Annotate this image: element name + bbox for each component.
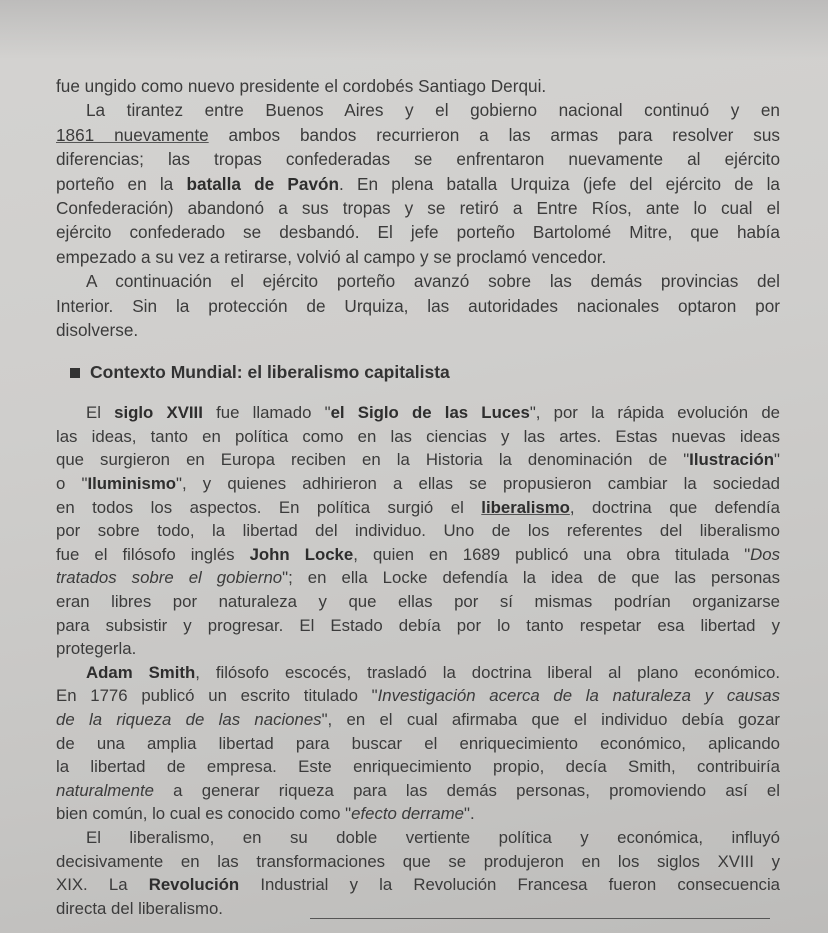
text-line bbox=[56, 684, 780, 708]
text-segment: Adam Smith bbox=[86, 662, 196, 682]
document-page bbox=[56, 74, 780, 920]
text-segment: empezado a su vez a retirarse, volvió al campo y se proclamó vencedor. bbox=[56, 246, 607, 267]
paragraph bbox=[56, 269, 780, 342]
text-segment: Revolución bbox=[148, 875, 240, 895]
text-line bbox=[56, 897, 780, 921]
text-line bbox=[56, 826, 780, 850]
text-segment: o " bbox=[56, 474, 88, 494]
text-segment: , filósofo escocés, trasladó la doctrina liberal al plano económico. bbox=[195, 662, 780, 682]
text-segment: " bbox=[774, 450, 780, 470]
paragraph bbox=[56, 661, 780, 826]
text-segment: , quien en 1689 publicó una obra titulada " bbox=[353, 544, 751, 564]
text-segment: Ilustración bbox=[689, 450, 775, 470]
text-line bbox=[56, 850, 780, 874]
text-line bbox=[56, 220, 780, 244]
text-segment: fue llamado " bbox=[202, 403, 331, 423]
text-segment: eran libres por naturaleza y que ellas por sí mismas podrían organizarse bbox=[56, 592, 780, 612]
text-segment: en todos los aspectos. En política surgió el bbox=[56, 497, 482, 517]
paragraph bbox=[56, 74, 780, 98]
text-segment: tratados sobre el gobierno bbox=[56, 568, 283, 588]
text-segment: diferencias; las tropas confederadas se enfrentaron nuevamente al ejército bbox=[56, 149, 780, 170]
text-segment: El bbox=[86, 403, 115, 423]
text-segment: ambos bandos recurrieron a las armas para resolver sus bbox=[208, 124, 780, 145]
text-line bbox=[56, 245, 780, 269]
text-segment: de una amplia libertad para buscar el enriquecimiento económico, aplicando bbox=[56, 733, 780, 753]
text-segment: batalla de Pavón bbox=[186, 173, 339, 194]
text-segment: el Siglo de las Luces bbox=[330, 403, 530, 423]
text-segment: 1861 nuevamente bbox=[56, 124, 209, 145]
text-line bbox=[56, 755, 780, 779]
text-segment: "; en ella Locke defendía la idea de que las personas bbox=[282, 568, 780, 588]
paragraph bbox=[56, 401, 780, 661]
text-line bbox=[56, 74, 780, 98]
text-segment: porteño en la bbox=[56, 173, 187, 194]
text-line bbox=[56, 543, 780, 567]
text-line bbox=[56, 196, 780, 220]
text-line bbox=[56, 873, 780, 897]
text-line bbox=[56, 472, 780, 496]
text-segment: ". bbox=[464, 804, 475, 824]
text-line bbox=[56, 425, 780, 449]
page-shadow bbox=[0, 0, 828, 60]
heading-text: Contexto Mundial: el liberalismo capitalista bbox=[90, 362, 450, 383]
text-line bbox=[56, 708, 780, 732]
text-segment: que surgieron en Europa reciben en la Historia la denominación de " bbox=[56, 450, 690, 470]
text-segment: Confederación) abandonó a sus tropas y se retiró a Entre Ríos, ante lo cual el bbox=[56, 197, 780, 218]
text-segment: Investigación acerca de la naturaleza y causas bbox=[377, 686, 780, 706]
text-segment: . En plena batalla Urquiza (jefe del ejército de la bbox=[339, 173, 780, 194]
text-segment: a generar riqueza para las demás personas, promoviendo así el bbox=[153, 780, 780, 800]
text-line bbox=[56, 519, 780, 543]
text-segment: John Locke bbox=[249, 544, 354, 564]
text-line bbox=[56, 172, 780, 196]
text-segment: ", en el cual afirmaba que el individuo debía gozar bbox=[321, 710, 780, 730]
text-line bbox=[56, 661, 780, 685]
text-segment: Interior. Sin la protección de Urquiza, las autoridades nacionales optaron por bbox=[56, 295, 780, 316]
text-segment: para subsistir y progresar. El Estado debía por lo tanto respetar esa libertad y bbox=[56, 615, 780, 635]
text-segment: siglo XVIII bbox=[114, 403, 203, 423]
text-line bbox=[56, 637, 780, 661]
paragraph bbox=[56, 98, 780, 269]
text-segment: naturalmente bbox=[56, 780, 154, 800]
text-segment: liberalismo bbox=[481, 497, 570, 517]
text-segment: ejército confederado se desbandó. El jefe porteño Bartolomé Mitre, que había bbox=[56, 222, 780, 243]
square-bullet-icon bbox=[70, 368, 80, 378]
text-line bbox=[56, 732, 780, 756]
text-segment: fue ungido como nuevo presidente el cordobés Santiago Derqui. bbox=[56, 76, 547, 96]
section-argentina bbox=[56, 74, 780, 342]
text-segment: XIX. La bbox=[56, 875, 149, 895]
text-line bbox=[56, 590, 780, 614]
text-line bbox=[56, 448, 780, 472]
text-line bbox=[56, 123, 780, 147]
text-line bbox=[56, 496, 780, 520]
text-segment: ", por la rápida evolución de bbox=[529, 403, 780, 423]
text-segment: por sobre todo, la libertad del individuo. Uno de los referentes del liberalismo bbox=[56, 521, 780, 541]
section-heading bbox=[70, 362, 780, 383]
paragraph bbox=[56, 826, 780, 920]
text-segment: , doctrina que defendía bbox=[569, 497, 781, 517]
text-segment: protegerla. bbox=[56, 639, 137, 659]
text-segment: ", y quienes adhirieron a ellas se propusieron cambiar la sociedad bbox=[176, 474, 780, 494]
text-line bbox=[56, 614, 780, 638]
text-line bbox=[56, 318, 780, 342]
text-segment: las ideas, tanto en política como en las ciencias y las artes. Estas nuevas ideas bbox=[56, 426, 780, 446]
text-segment: la libertad de empresa. Este enriquecimiento propio, decía Smith, contribuiría bbox=[56, 757, 780, 777]
text-segment: Iluminismo bbox=[87, 474, 177, 494]
text-segment: La tirantez entre Buenos Aires y el gobierno nacional continuó y en bbox=[86, 100, 780, 121]
text-line bbox=[56, 802, 780, 826]
text-line bbox=[56, 98, 780, 122]
text-segment: Dos bbox=[750, 544, 780, 564]
text-segment: A continuación el ejército porteño avanzó sobre las demás provincias del bbox=[86, 271, 780, 292]
text-line bbox=[56, 147, 780, 171]
text-segment: de la riqueza de las naciones bbox=[56, 710, 322, 730]
text-segment: Industrial y la Revolución Francesa fueron consecuencia bbox=[239, 875, 781, 895]
text-line bbox=[56, 294, 780, 318]
text-segment: disolverse. bbox=[56, 319, 139, 340]
footer-rule bbox=[310, 918, 770, 919]
text-segment: En 1776 publicó un escrito titulado " bbox=[56, 686, 378, 706]
text-segment: directa del liberalismo. bbox=[56, 898, 223, 918]
text-segment: El liberalismo, en su doble vertiente política y económica, influyó bbox=[86, 827, 780, 847]
text-line bbox=[56, 566, 780, 590]
text-line bbox=[56, 401, 780, 425]
text-line bbox=[56, 269, 780, 293]
text-segment: bien común, lo cual es conocido como " bbox=[56, 804, 352, 824]
text-line bbox=[56, 779, 780, 803]
section-liberalismo bbox=[56, 401, 780, 920]
text-segment: decisivamente en las transformaciones que se produjeron en los siglos XVIII y bbox=[56, 851, 780, 871]
text-segment: efecto derrame bbox=[351, 804, 465, 824]
text-segment: fue el filósofo inglés bbox=[56, 544, 250, 564]
